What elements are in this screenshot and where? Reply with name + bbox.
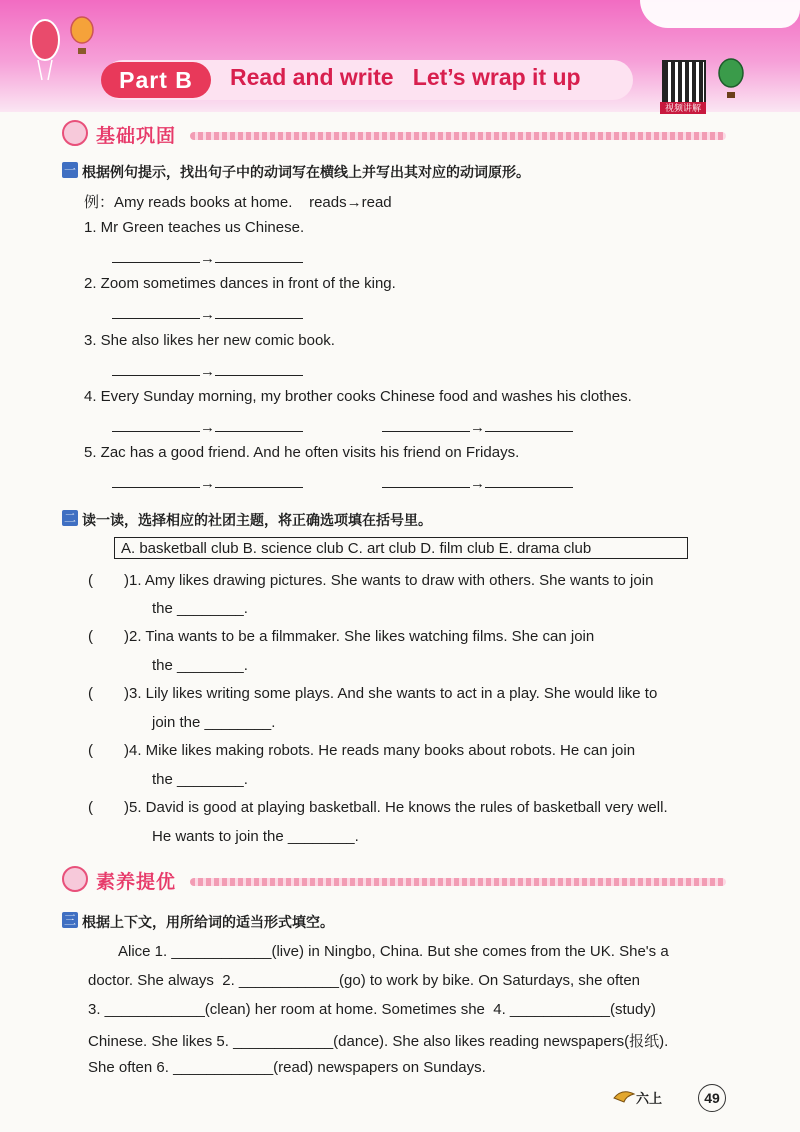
exercise-sentence: )4. Mike likes making robots. He reads many books about robots. He can join [124,742,636,759]
exercise-sentence: )1. Amy likes drawing pictures. She wants to draw with others. She wants to join [124,572,654,589]
task-number: 三 [63,913,76,927]
bird-icon [612,1086,636,1104]
answer-blank-row[interactable]: → [112,361,303,380]
rocket-icon [62,866,88,892]
balloon-icon [68,16,96,58]
answer-blank-row[interactable]: → [382,473,573,492]
task-number: 一 [63,163,76,177]
pencil-icon [62,120,88,146]
section-divider [190,878,726,886]
exercise-sentence: 4. Every Sunday morning, my brother cooks Chinese food and washes his clothes. [84,388,632,405]
qr-caption: 视频讲解 [660,102,706,114]
balloon-icon [28,18,62,88]
answer-paren[interactable]: ( [88,742,93,759]
page-title: Read and write Let’s wrap it up [230,64,581,90]
exercise-sentence: join the ________. [152,714,276,731]
answer-blank-row[interactable]: → [382,417,573,436]
options-box: A. basketball club B. science club C. art club D. film club E. drama club [114,537,688,559]
cloze-line[interactable]: 3. ____________(clean) her room at home. Sometimes she 4. ____________(study) [88,1001,656,1018]
exercise-sentence: the ________. [152,657,248,674]
exercise-sentence: He wants to join the ________. [152,828,359,845]
exercise-sentence: )2. Tina wants to be a filmmaker. She likes watching films. She can join [124,628,595,645]
part-label: Part B [101,62,211,98]
task-instruction: 根据例句提示，找出句子中的动词写在横线上并写出其对应的动词原形。 [82,164,530,180]
exercise-sentence: the ________. [152,600,248,617]
answer-blank-row[interactable]: → [112,417,303,436]
answer-blank-row[interactable]: → [112,248,303,267]
grade-label: 六上 [636,1091,663,1106]
exercise-sentence: )5. David is good at playing basketball. He knows the rules of basketball very well. [124,799,668,816]
cloze-line[interactable]: Chinese. She likes 5. ____________(dance). She also likes reading newspapers(报纸). [88,1033,669,1050]
exercise-sentence: 1. Mr Green teaches us Chinese. [84,219,305,236]
answer-paren[interactable]: ( [88,799,93,816]
cloud-decoration [640,0,800,28]
task-number: 二 [63,511,76,525]
answer-paren[interactable]: ( [88,572,93,589]
balloon-icon [716,58,746,102]
exercise-sentence: 2. Zoom sometimes dances in front of the king. [84,275,396,292]
section-title: 基础巩固 [96,126,177,147]
task-instruction: 读一读，选择相应的社团主题，将正确选项填在括号里。 [82,512,432,528]
cloze-line[interactable]: doctor. She always 2. ____________(go) to work by bike. On Saturdays, she often [88,972,641,989]
section-divider [190,132,726,140]
cloze-line[interactable]: Alice 1. ____________(live) in Ningbo, China. But she comes from the UK. She's a [118,943,669,960]
task-instruction: 根据上下文，用所给词的适当形式填空。 [82,914,334,930]
answer-paren[interactable]: ( [88,685,93,702]
exercise-sentence: 5. Zac has a good friend. And he often visits his friend on Fridays. [84,444,520,461]
exercise-sentence: )3. Lily likes writing some plays. And she wants to act in a play. She would like to [124,685,658,702]
exercise-sentence: 3. She also likes her new comic book. [84,332,335,349]
section-title: 素养提优 [96,872,177,893]
answer-blank-row[interactable]: → [112,304,303,323]
example-sentence: 例：Amy reads books at home. reads→read [84,194,392,211]
answer-blank-row[interactable]: → [112,473,303,492]
qr-code-icon[interactable] [662,60,706,104]
page-number: 49 [698,1084,726,1112]
cloze-line[interactable]: She often 6. ____________(read) newspapers on Sundays. [88,1059,486,1076]
answer-paren[interactable]: ( [88,628,93,645]
exercise-sentence: the ________. [152,771,248,788]
